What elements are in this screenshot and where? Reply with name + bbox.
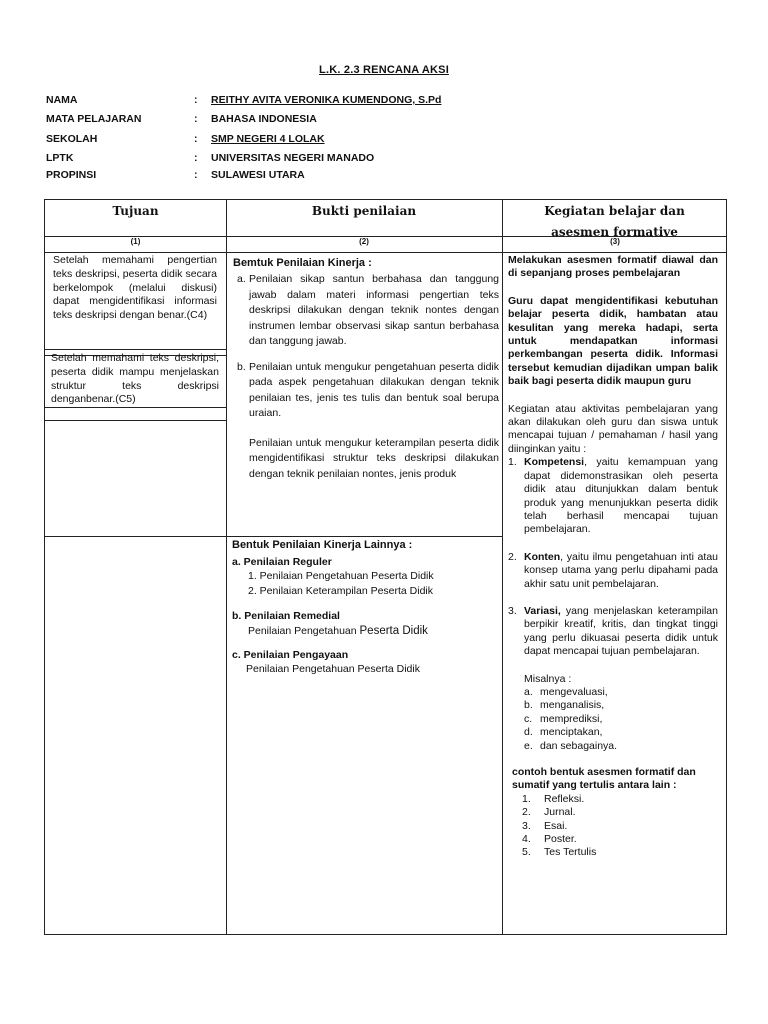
list-item	[508, 551, 718, 591]
info-value: SULAWESI UTARA	[211, 169, 305, 181]
row-divider	[45, 252, 726, 253]
list-text: menciptakan,	[540, 726, 603, 739]
info-row-nama	[46, 94, 746, 110]
info-row-sekolah	[46, 133, 746, 149]
list-text: Refleksi.	[544, 792, 585, 805]
list-text: Poster.	[544, 833, 577, 846]
list-text: , yaitu ilmu pengetahuan inti atau konsep utama yang perlu dipahami pada akhir satu unit pembelajaran.	[524, 550, 718, 590]
list-item	[508, 605, 718, 659]
info-value: UNIVERSITAS NEGERI MANADO	[211, 152, 375, 164]
info-row-lptk	[46, 152, 746, 168]
list-text: , yaitu kemampuan yang dapat didemonstrasikan oleh peserta didik atau ditunjukkan dalam bentuk produk yang menunjukkan peserta didik telah berhasil mencapai tujuan pembelajaran.	[524, 456, 718, 536]
list-marker: 2.	[522, 806, 531, 819]
bukti-item-a	[233, 272, 499, 350]
column-number: (2)	[359, 237, 369, 246]
bukti-lainnya-heading: Bentuk Penilaian Kinerja Lainnya :	[232, 539, 413, 551]
header-kegiatan-belajar: Kegiatan belajar dan asesmen formative	[544, 204, 685, 239]
bukti-item-marker: a.	[237, 273, 246, 285]
list-marker: e.	[524, 739, 533, 752]
list-marker: a.	[524, 685, 533, 698]
list-text: menganalisis,	[540, 699, 605, 712]
info-label: LPTK	[46, 152, 74, 164]
info-colon: :	[194, 133, 198, 145]
list-number: 3.	[508, 604, 517, 617]
row-divider	[45, 349, 226, 350]
list-item	[522, 833, 718, 846]
list-item	[524, 726, 718, 739]
penilaian-remedial-title: b. Penilaian Remedial	[232, 610, 340, 622]
list-text: Jurnal.	[544, 806, 576, 819]
action-plan-table	[44, 199, 727, 935]
list-item	[524, 686, 718, 699]
bukti-heading: Bemtuk Penilaian Kinerja :	[233, 257, 372, 269]
misalnya-label: Misalnya :	[524, 672, 572, 685]
kegiatan-paragraph-3: Kegiatan atau aktivitas pembelajaran yang akan dilakukan oleh guru dan siswa untuk mencapai tujuan / pemahaman / hasil yang diinginkan yaitu :	[508, 402, 718, 455]
penilaian-remedial-item	[232, 623, 498, 639]
bukti-lainnya-cell	[232, 538, 498, 676]
bukti-item-c: Penilaian untuk mengukur keterampilan peserta didik mengidentifikasi struktur teks deskripsi dilakukan dengan teknik penilaian nontes, jenis produk	[249, 436, 499, 480]
info-label: MATA PELAJARAN	[46, 113, 142, 125]
penilaian-reguler-item: 1. Penilaian Pengetahuan Peserta Didik	[248, 570, 434, 582]
kegiatan-list	[508, 456, 718, 658]
list-item	[522, 820, 718, 833]
list-term: Variasi,	[524, 604, 561, 617]
bukti-item-text: Penilaian untuk mengukur pengetahuan peserta didik pada aspek pengetahuan dilakukan dengan teknik penilaian tes, jenis tes tulis dan bentuk soal berupa uraian.	[249, 360, 499, 419]
bukti-penilaian-cell	[233, 256, 499, 482]
info-colon: :	[194, 169, 198, 181]
info-colon: :	[194, 94, 198, 106]
list-marker: c.	[524, 712, 533, 725]
remedial-item-part: Penilaian Pengetahuan	[248, 625, 360, 637]
list-item	[508, 456, 718, 536]
kegiatan-paragraph-1: Melakukan asesmen formatif diawal dan di sepanjang proses pembelajaran	[508, 254, 718, 280]
list-number: 1.	[508, 456, 517, 469]
info-value: REITHY AVITA VERONIKA KUMENDONG, S.Pd	[211, 94, 442, 106]
list-marker: 3.	[522, 819, 531, 832]
list-term: Kompetensi	[524, 456, 585, 469]
penilaian-reguler-title: a. Penilaian Reguler	[232, 556, 332, 568]
tujuan-cell-1: Setelah memahami pengertian teks deskripsi, peserta didik secara berkelompok (melalui diskusi) dapat mengidentifikasi informasi teks deskripsi dengan benar.(C4)	[53, 254, 217, 322]
list-item	[522, 806, 718, 819]
list-text: memprediksi,	[540, 712, 603, 725]
list-marker: d.	[524, 726, 533, 739]
info-value: SMP NEGERI 4 LOLAK	[211, 133, 325, 145]
list-item	[524, 740, 718, 753]
header-tujuan: Tujuan	[112, 204, 159, 218]
list-item	[522, 846, 718, 859]
list-marker: 1.	[522, 792, 531, 805]
penilaian-reguler-item: 2. Penilaian Keterampilan Peserta Didik	[248, 585, 434, 597]
info-label: SEKOLAH	[46, 133, 98, 145]
kegiatan-paragraph-2: Guru dapat mengidentifikasi kebutuhan belajar peserta didik, hambatan atau kesulitan yang mereka hadapi, serta untuk mendapatkan informasi perkembangan peserta didik. Informasi tersebut kemudian dijadikan umpan balik baik bagi peserta didik maupun guru	[508, 294, 718, 388]
contoh-heading: contoh bentuk asesmen formatif dan sumatif yang tertulis antara lain :	[512, 766, 696, 792]
misalnya-list	[508, 686, 718, 753]
list-text: dan sebagainya.	[540, 739, 618, 752]
info-label: NAMA	[46, 94, 78, 106]
document-title: L.K. 2.3 RENCANA AKSI	[319, 64, 449, 76]
bukti-item-marker: b.	[237, 360, 246, 373]
list-item	[524, 713, 718, 726]
info-row-propinsi	[46, 169, 746, 185]
penilaian-pengayaan-title: c. Penilaian Pengayaan	[232, 649, 349, 661]
bukti-item-text: Penilaian sikap santun berbahasa dan tanggung jawab dalam materi informasi pengertian teks deskripsi dilakukan dengan teknik nontes dengan instrumen lembar observasi sikap santun berbahasa dan tanggung jawab.	[249, 273, 499, 347]
list-marker: b.	[524, 699, 533, 712]
contoh-list	[508, 793, 718, 860]
list-text: mengevaluasi,	[540, 685, 608, 698]
column-number: (3)	[610, 237, 620, 246]
list-item	[522, 793, 718, 806]
column-number: (1)	[130, 237, 141, 246]
row-divider	[45, 536, 502, 537]
list-term: Konten	[524, 550, 561, 563]
info-colon: :	[194, 152, 198, 164]
list-number: 2.	[508, 550, 517, 563]
list-marker: 4.	[522, 833, 531, 846]
info-row-mata-pelajaran	[46, 113, 746, 129]
info-value: BAHASA INDONESIA	[211, 113, 317, 125]
list-text: Esai.	[544, 819, 568, 832]
list-text: Tes Tertulis	[544, 846, 597, 859]
remedial-item-part: Peserta Didik	[359, 625, 428, 637]
row-divider	[45, 420, 226, 421]
kegiatan-belajar-cell	[508, 254, 718, 860]
info-label: PROPINSI	[46, 169, 97, 181]
header-bukti-penilaian: Bukti penilaian	[311, 204, 417, 218]
tujuan-cell-2: Setelah memahami teks deskripsi, peserta didik mampu menjelaskan struktur teks deskripsi denganbenar.(C5)	[51, 352, 219, 406]
column-divider	[226, 200, 227, 934]
list-text: yang menjelaskan keterampilan berpikir kreatif, kritis, dan tingkat tinggi yang perlu dikuasai peserta didik untuk dapat mencapai tujuan pembelajaran.	[524, 604, 718, 658]
bukti-item-b	[233, 360, 499, 422]
info-colon: :	[194, 113, 198, 125]
column-divider	[502, 200, 503, 934]
penilaian-pengayaan-item: Penilaian Pengetahuan Peserta Didik	[246, 663, 420, 675]
list-marker: 5.	[522, 846, 531, 859]
list-item	[524, 699, 718, 712]
